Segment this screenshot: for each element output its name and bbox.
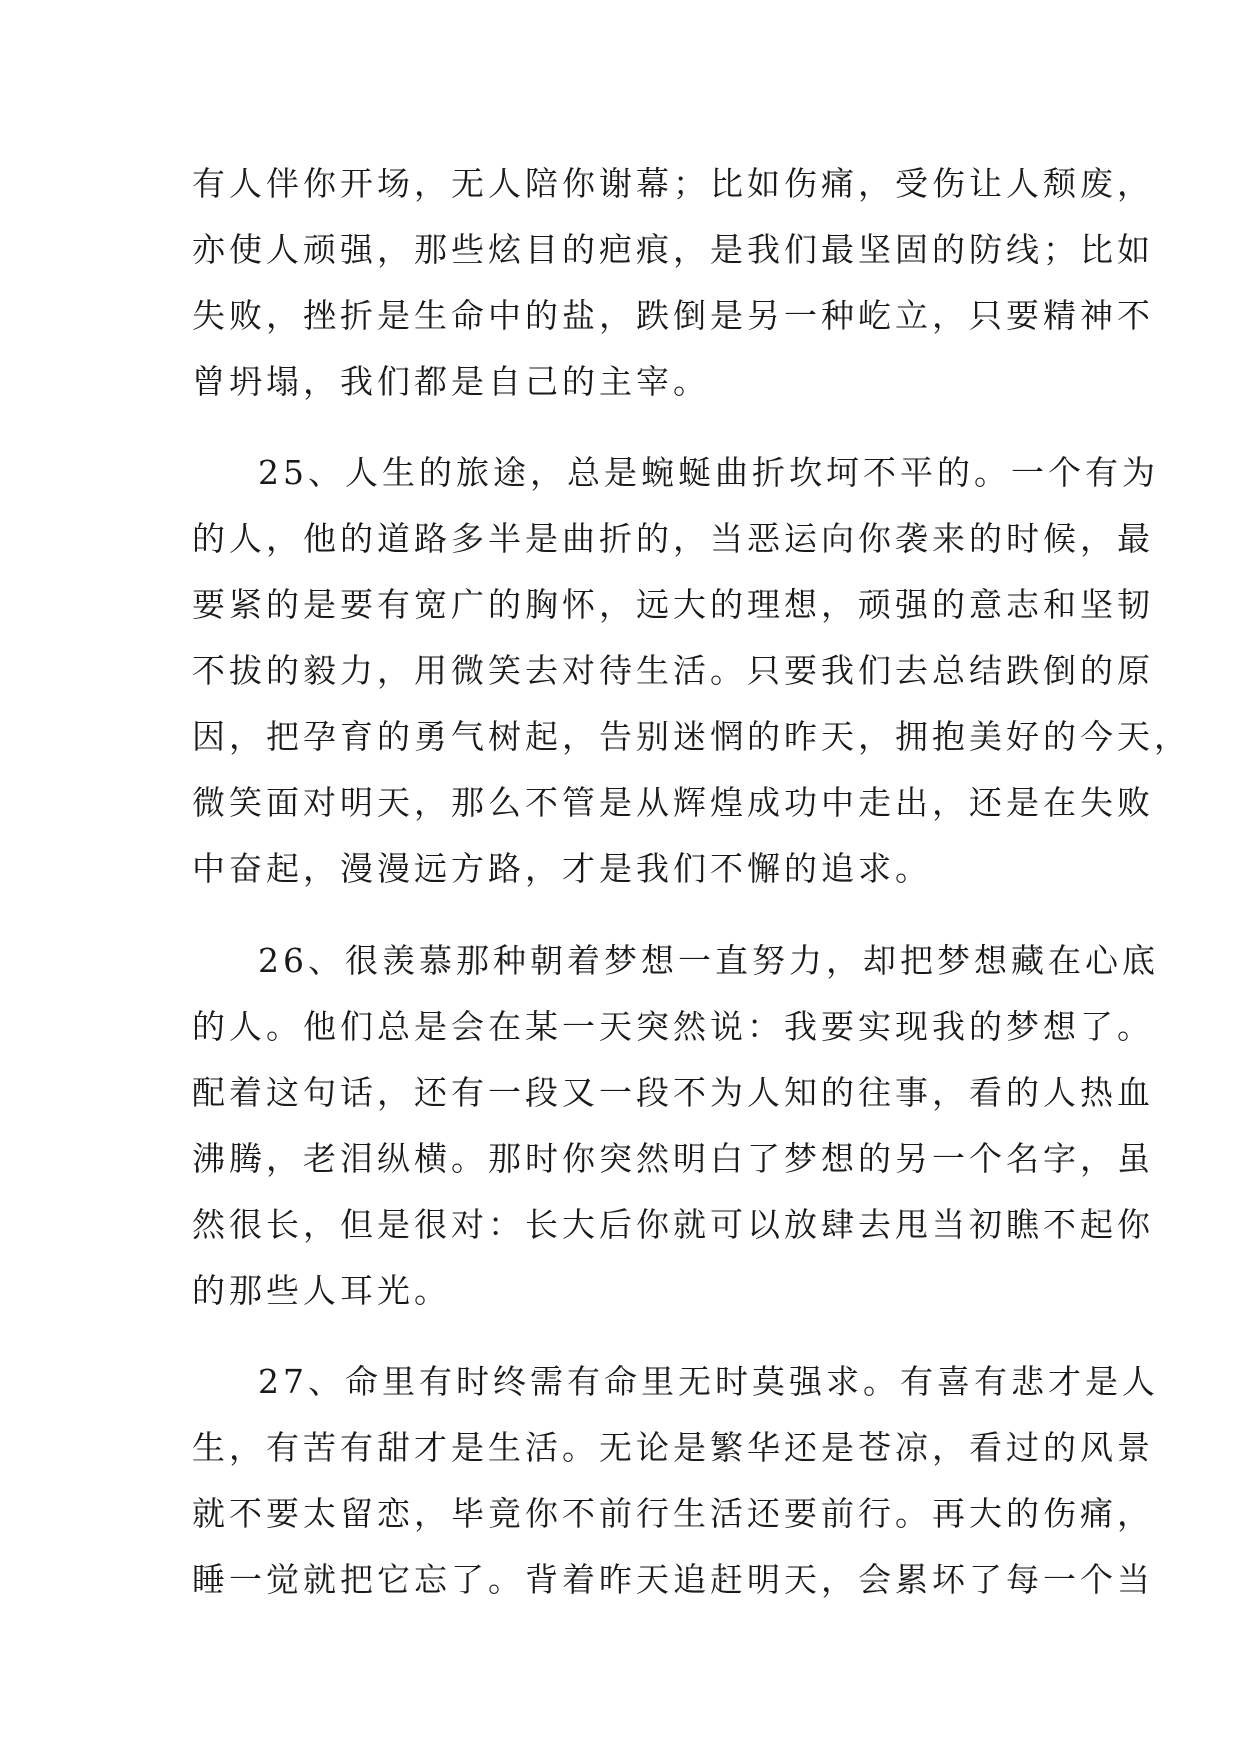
text-line: 配着这句话，还有一段又一段不为人知的往事，看的人热血 xyxy=(192,1073,1154,1112)
text-line: 失败，挫折是生命中的盐，跌倒是另一种屹立，只要精神不 xyxy=(192,296,1154,335)
text-line: 生，有苦有甜才是生活。无论是繁华还是苍凉，看过的风景 xyxy=(192,1428,1154,1467)
text-line: 的那些人耳光。 xyxy=(192,1271,451,1310)
text-line: 沸腾，老泪纵横。那时你突然明白了梦想的另一个名字，虽 xyxy=(192,1139,1154,1178)
paragraph-25 xyxy=(192,440,1191,902)
text-line: 的人。他们总是会在某一天突然说：我要实现我的梦想了。 xyxy=(192,1007,1154,1046)
text-line: 微笑面对明天，那么不管是从辉煌成功中走出，还是在失败 xyxy=(192,783,1154,822)
text-line: 然很长，但是很对：长大后你就可以放肆去甩当初瞧不起你 xyxy=(192,1205,1154,1244)
text-line: 曾坍塌，我们都是自己的主宰。 xyxy=(192,362,710,401)
text-line: 26、很羡慕那种朝着梦想一直努力，却把梦想藏在心底 xyxy=(258,941,1159,980)
paragraph-26 xyxy=(192,928,1159,1324)
text-line: 亦使人顽强，那些炫目的疤痕，是我们最坚固的防线；比如 xyxy=(192,230,1154,269)
text-line: 要紧的是要有宽广的胸怀，远大的理想，顽强的意志和坚韧 xyxy=(192,585,1154,624)
text-line: 因，把孕育的勇气树起，告别迷惘的昨天，拥抱美好的今天， xyxy=(192,717,1191,756)
paragraph-27 xyxy=(192,1349,1159,1613)
text-line: 睡一觉就把它忘了。背着昨天追赶明天，会累坏了每一个当 xyxy=(192,1560,1154,1599)
text-line: 有人伴你开场，无人陪你谢幕；比如伤痛，受伤让人颓废， xyxy=(192,164,1154,203)
paragraph-continuation xyxy=(192,151,1154,415)
text-line: 27、命里有时终需有命里无时莫强求。有喜有悲才是人 xyxy=(258,1362,1159,1401)
text-line: 的人，他的道路多半是曲折的，当恶运向你袭来的时候，最 xyxy=(192,519,1154,558)
text-line: 就不要太留恋，毕竟你不前行生活还要前行。再大的伤痛， xyxy=(192,1494,1154,1533)
text-line: 中奋起，漫漫远方路，才是我们不懈的追求。 xyxy=(192,849,932,888)
text-line: 25、人生的旅途，总是蜿蜒曲折坎坷不平的。一个有为 xyxy=(258,453,1159,492)
text-line: 不拔的毅力，用微笑去对待生活。只要我们去总结跌倒的原 xyxy=(192,651,1154,690)
